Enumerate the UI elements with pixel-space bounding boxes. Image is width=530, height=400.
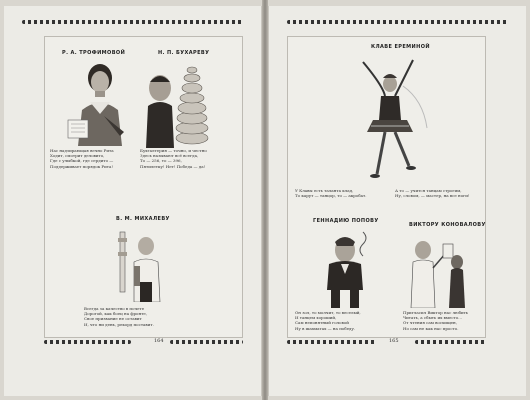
- caption-bukharev: Н. П. БУХАРЕВУ: [158, 50, 210, 56]
- verse-line: У Клавы есть таланта клад,: [295, 188, 354, 193]
- verse-line: Но сам не как нас просто.: [403, 325, 459, 331]
- page-number-left: 164: [154, 338, 164, 344]
- eremina-caricature: [343, 56, 435, 182]
- verse-line: Читать, а сбыть их вместо...: [403, 315, 463, 321]
- verse-line: Сам непонятный головой: [295, 320, 349, 326]
- right-page: [268, 6, 526, 396]
- mikhalev-caricature: [112, 228, 168, 302]
- verse-line: То — 256, то — 396,: [140, 158, 182, 164]
- verse-line: От чтения сам восхищен,: [403, 320, 457, 326]
- top-ornament: [287, 20, 508, 24]
- verse-line: Ходит, смотрит деловито,: [50, 153, 105, 159]
- verse-line: И танцем хороший,: [295, 315, 337, 321]
- verse-mikhalev: [84, 306, 154, 327]
- verse-line: Дорогой, как боец на фронте,: [84, 311, 147, 317]
- verse-line: Он зол, то молчит, то веселый,: [295, 310, 361, 315]
- caption-trofimova: Р. А. ТРОФИМОВОЙ: [62, 50, 126, 56]
- verse-line: Ну, словом, — мастер, на все ноги!: [395, 193, 470, 199]
- bukharev-caricature: [142, 58, 218, 148]
- verse-eremina-left: [295, 188, 367, 198]
- verse-line: И, что ни день, рекорд поставит.: [84, 321, 154, 327]
- caption-popov: ГЕННАДИЮ ПОПОВУ: [313, 218, 379, 224]
- verse-line: Нас надзирающая вечно Рита: [50, 148, 114, 153]
- verse-line: Где с улыбкой, где сердито —: [50, 158, 114, 164]
- verse-line: Пригласил Виктор нас любить: [403, 310, 469, 315]
- verse-line: То карут — танцор, то — акробат.: [295, 193, 367, 199]
- verse-line: А то — учится танцам строгим,: [395, 188, 462, 193]
- verse-line: Свое призвание не оставит: [84, 316, 142, 322]
- caption-mikhalev: В. М. МИХАЛЕВУ: [116, 216, 170, 222]
- trofimova-caricature: [64, 58, 136, 146]
- verse-trofimova: [50, 148, 114, 169]
- bottom-ornament-left: [44, 340, 131, 344]
- top-ornament: [22, 20, 243, 24]
- verse-line: Пятилетку! Нет! Победа — да!: [140, 163, 206, 169]
- verse-konovalov: [403, 310, 468, 331]
- bottom-ornament-right: [170, 340, 243, 344]
- verse-popov: [295, 310, 361, 331]
- konovalov-caricature: [405, 232, 469, 308]
- verse-bukharev: [140, 148, 207, 169]
- bottom-ornament-right: [415, 340, 486, 344]
- verse-eremina-right: [395, 188, 469, 198]
- verse-line: Поддерживает порядок Рита!: [50, 163, 113, 169]
- caption-eremina: КЛАВЕ ЕРЕМИНОЙ: [371, 44, 430, 50]
- caption-konovalov: ВИКТОРУ КОНОВАЛОВУ: [409, 222, 486, 228]
- verse-line: Бухгалтерия — точно, и честно: [140, 148, 207, 153]
- verse-line: Всегда за качество в почете: [84, 306, 145, 311]
- bottom-ornament-left: [287, 340, 376, 344]
- page-number-right: 165: [389, 338, 399, 344]
- left-page: [4, 6, 262, 396]
- popov-caricature: [319, 228, 375, 310]
- verse-line: Ну в шахматах — на победу.: [295, 325, 356, 331]
- verse-line: Здесь называют всё всегда,: [140, 153, 199, 159]
